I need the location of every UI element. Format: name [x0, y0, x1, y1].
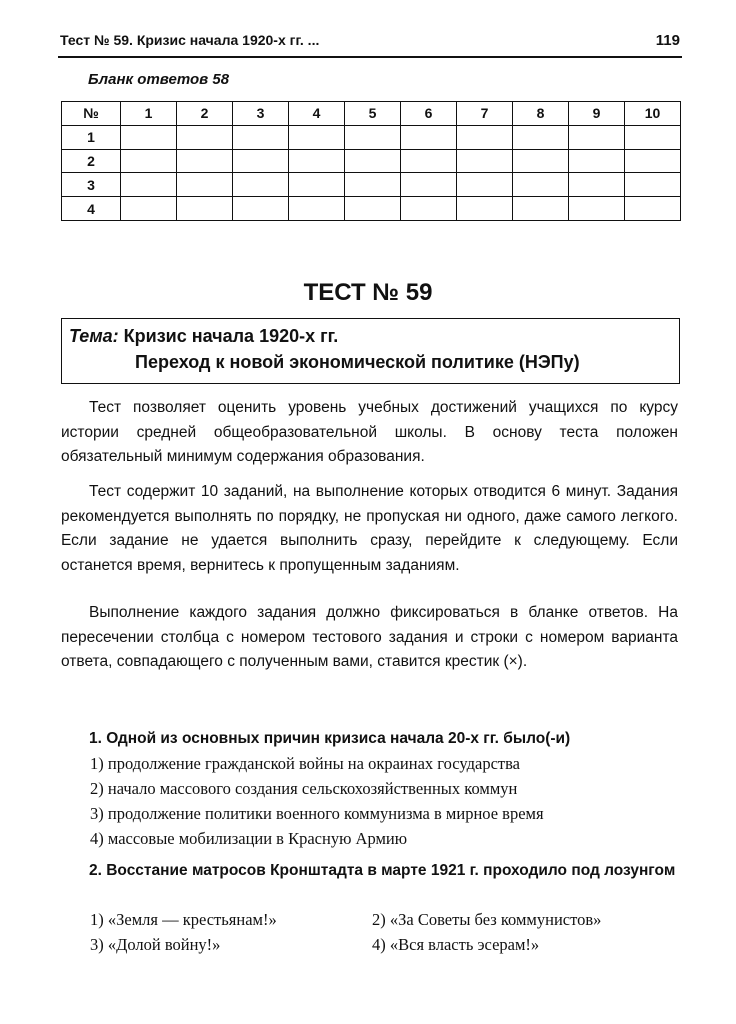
answer-cell[interactable]	[233, 149, 289, 173]
question-2-text: 2. Восстание матросов Кронштадта в марте 1921 г. проходило под лозунгом	[89, 862, 676, 879]
answer-cell[interactable]	[177, 149, 233, 173]
column-header-cell: 10	[625, 102, 681, 126]
running-title: Тест № 59. Кризис начала 1920-х гг. ...	[60, 32, 320, 48]
topic-label: Тема:	[69, 326, 119, 346]
answer-cell[interactable]	[569, 125, 625, 149]
column-header-cell: 4	[289, 102, 345, 126]
question-1-text: 1. Одной из основных причин кризиса начала 20-х гг. было(-и)	[89, 730, 571, 747]
topic-line-2: Переход к новой экономической политике (НЭПу)	[135, 352, 580, 372]
answer-cell[interactable]	[345, 197, 401, 221]
answer-option: 2) «За Советы без коммунистов»	[372, 910, 602, 929]
intro-paragraph: Тест позволяет оценить уровень учебных достижений учащихся по курсу истории средней общеобразовательной школы. В основу теста положен обязательный минимум содержания образования.	[61, 399, 678, 465]
answer-option: 4) массовые мобилизации в Красную Армию	[90, 829, 408, 848]
answer-sheet-row	[62, 197, 681, 221]
answer-option: 3) продолжение политики военного коммунизма в мирное время	[90, 804, 544, 823]
answer-sheet-label: Бланк ответов 58	[88, 71, 230, 88]
column-header-cell: 2	[177, 102, 233, 126]
answer-cell[interactable]	[233, 125, 289, 149]
row-header-cell: 1	[62, 125, 121, 149]
answer-option: 1) «Земля — крестьянам!»	[90, 910, 277, 929]
answer-cell[interactable]	[513, 197, 569, 221]
instructions-paragraph: Тест содержит 10 заданий, на выполнение которых отводится 6 минут. Задания рекомендуется выполнять по порядку, не пропуская ни одного, даже самого легкого. Если задание не удается выполнить сразу, перейдите к следующему. Если останется время, вернитесь к пропущенным заданиям.	[61, 483, 678, 574]
answer-cell[interactable]	[177, 197, 233, 221]
column-header-cell: 8	[513, 102, 569, 126]
answer-sheet-row	[62, 173, 681, 197]
answer-cell[interactable]	[233, 197, 289, 221]
answer-cell[interactable]	[289, 149, 345, 173]
column-header-cell: 6	[401, 102, 457, 126]
column-header-cell: 7	[457, 102, 513, 126]
row-header-cell: 3	[62, 173, 121, 197]
answer-option: 4) «Вся власть эсерам!»	[372, 935, 540, 954]
answer-cell[interactable]	[513, 125, 569, 149]
row-header-cell: 2	[62, 149, 121, 173]
topic-line-1	[69, 326, 338, 347]
question-1-options	[90, 751, 544, 851]
answer-cell[interactable]	[121, 125, 177, 149]
answer-cell[interactable]	[401, 149, 457, 173]
answer-cell[interactable]	[457, 149, 513, 173]
row-header-cell: 4	[62, 197, 121, 221]
answer-cell[interactable]	[457, 173, 513, 197]
answer-cell[interactable]	[121, 173, 177, 197]
answer-cell[interactable]	[233, 173, 289, 197]
answer-cell[interactable]	[625, 125, 681, 149]
answer-option: 1) продолжение гражданской войны на окраинах государства	[90, 754, 521, 773]
answer-cell[interactable]	[569, 173, 625, 197]
column-header-cell: 5	[345, 102, 401, 126]
topic-box	[61, 318, 680, 384]
answer-cell[interactable]	[625, 197, 681, 221]
answer-sheet-header-row	[62, 102, 681, 126]
test-title: ТЕСТ № 59	[303, 279, 433, 306]
answer-cell[interactable]	[289, 125, 345, 149]
answer-cell[interactable]	[289, 173, 345, 197]
answer-sheet-table	[61, 101, 681, 221]
answer-cell[interactable]	[121, 197, 177, 221]
answer-cell[interactable]	[569, 197, 625, 221]
answer-cell[interactable]	[401, 125, 457, 149]
answer-option: 2) начало массового создания сельскохозяйственных коммун	[90, 779, 518, 798]
answer-cell[interactable]	[625, 149, 681, 173]
answer-cell[interactable]	[345, 125, 401, 149]
running-header	[58, 30, 682, 58]
column-header-cell: 3	[233, 102, 289, 126]
answer-cell[interactable]	[625, 173, 681, 197]
answer-cell[interactable]	[457, 125, 513, 149]
answer-option: 3) «Долой войну!»	[90, 935, 221, 954]
answer-cell[interactable]	[345, 173, 401, 197]
answer-cell[interactable]	[457, 197, 513, 221]
answer-cell[interactable]	[401, 197, 457, 221]
answer-cell[interactable]	[569, 149, 625, 173]
answer-cell[interactable]	[513, 173, 569, 197]
answer-cell[interactable]	[513, 149, 569, 173]
answer-sheet-row	[62, 125, 681, 149]
answer-sheet-row	[62, 149, 681, 173]
corner-header-cell: №	[62, 102, 121, 126]
column-header-cell: 1	[121, 102, 177, 126]
answer-cell[interactable]	[177, 173, 233, 197]
column-header-cell: 9	[569, 102, 625, 126]
answer-cell[interactable]	[177, 125, 233, 149]
answer-instructions-paragraph: Выполнение каждого задания должно фиксироваться в бланке ответов. На пересечении столбца с номером тестового задания и строки с номером варианта ответа, совпадающего с полученным вами, ставится крестик (×).	[61, 604, 678, 670]
topic-text-1: Кризис начала 1920-х гг.	[123, 326, 339, 346]
answer-cell[interactable]	[345, 149, 401, 173]
answer-cell[interactable]	[121, 149, 177, 173]
page-number: 119	[655, 32, 680, 49]
answer-cell[interactable]	[289, 197, 345, 221]
answer-cell[interactable]	[401, 173, 457, 197]
